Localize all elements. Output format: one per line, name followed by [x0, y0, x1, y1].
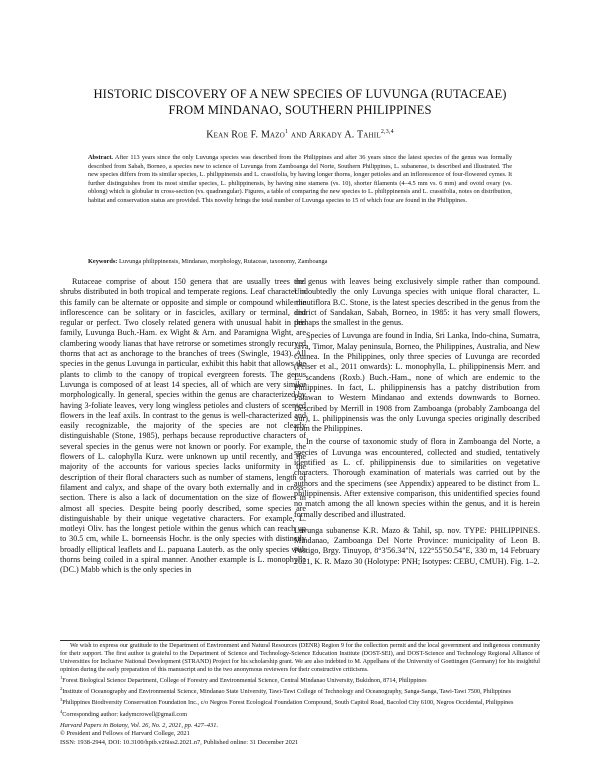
journal-info	[60, 722, 540, 747]
keywords-label: Keywords:	[88, 258, 118, 265]
affiliation-2: $^2$Institute of Oceanography and Environmental Science, Mindanao State University, Tawi-Tawi College of Technology and Oceanography, Sanga-Sanga, Tawi-Tawi 7500, Philippines	[60, 686, 512, 696]
author-1-affiliation: 1	[285, 129, 289, 135]
body-paragraph: the genus with leaves being exclusively simple rather than compound. Undoubtedly the only Luvunga species with unique floral character, L. minutiflora B.C. Stone, is the latest species described in the genus from the district of Sandakan, Sabah, Borneo, in 1985: it has very small flowers, perhaps the smallest in the genus.	[294, 277, 540, 328]
author-2-affiliation: 2,3,4	[380, 129, 394, 135]
body-paragraph: In the course of taxonomic study of flora in Zamboanga del Norte, a species of Luvunga was encountered, collected and studied, tentatively identified as L. cf. philippinensis due to similarities on vegetative characters. Thorough examination of materials was carried out by the authors and the specimens (see Appendix) appeared to be distinct from L. philippinensis. After extensive comparison, this unidentified species found no match among the all known species within the genus, and it is herein formally described and illustrated.	[294, 437, 540, 519]
footnote-divider	[60, 640, 540, 641]
title-line-2: FROM MINDANAO, SOUTHERN PHILIPPINES	[168, 103, 432, 117]
body-paragraph: Species of Luvunga are found in India, Sri Lanka, Indo-china, Sumatra, Java, Timor, Malay peninsula, Borneo, the Philippines, Australia, and New Guinea. In the Philippines, only three species of Luvunga are recorded (Pelser et al., 2011 onwards): L. monophylla, L. philippinensis Merr. and L. scandens (Roxb.) Buch.-Ham., none of which are endemic to the Philippines. In fact, L. philippinensis has a patchy distribution from Palawan to Western Mindanao and extends downwards to Borneo. Described by Merrill in 1908 from Zamboanga (probably Zamboanga del Sur), L. philippinensis was the only Luvunga species originally described from the Philippines.	[294, 331, 540, 434]
abstract-label: Abstract.	[88, 154, 114, 161]
body-column-left	[60, 277, 306, 576]
keywords-text: Luvunga philippinensis, Mindanao, morphology, Rutaceae, taxonomy, Zamboanga	[118, 258, 328, 265]
author-1: Kean Roe F. Mazo	[206, 129, 286, 141]
author-line	[60, 129, 540, 140]
abstract	[88, 154, 512, 206]
author-join: and	[290, 129, 307, 141]
copyright: © President and Fellows of Harvard College, 2021	[60, 730, 190, 738]
footnotes	[60, 642, 540, 719]
species-description: Luvunga subanense K.R. Mazo & Tahil, sp. nov. TYPE: PHILIPPINES. Mindanao, Zamboanga Del Norte Province: municipality of Leon B. Postigo, Brgy. Tinuyop, 8°3'56.34"N, 122°55'50.54"E, 330 m, 14 February 2021, K. R. Mazo 30 (Holotype: PNH; Isotypes: CEBU, CMUH). Fig. 1–2.	[294, 525, 540, 566]
affiliation-4: $^4$Corresponding author: kadymcrowell@gmail.com	[60, 708, 188, 718]
body-paragraph: Rutaceae comprise of about 150 genera that are usually trees and shrubs distributed in both tropical and temperate regions. Leaf character in this family can be alternate or opposite and simple or compound while the inflorescence can be solitary or in fascicles, axillary or terminal, and regular or perfect. Two closely related genera with unusual habit in this family, Luvunga Buch.-Ham. ex Wight & Arn. and Paramigna Wight, are clambering woody lianas that have retrorse or sometimes strongly recurved thorns that act as anchorage to the branches of trees (Swingle, 1943). All species in the genus Luvunga in particular, exhibit this habit that allows the plants to climb to the canopy of tropical evergreen forests. The genus Luvunga is composed of at least 14 species, all of which are very similar morphologically. In general, species within the genus are characterized by having 3-foliate leaves, very long wingless petioles and clusters of scented flowers in the leaf axils. In contrast to the genus is well-characterized and easily recognizable, the majority of the species are not clearly distinguishable (Stone, 1985), perhaps because reproductive characters of several species in the genus were not known or poorly. For example, the flowers of L. calophylla Kurz. were unknown up until recently, and the majority of the accounts for various species lacks uniformity in the description of their floral characters such as number of stamens, length of filament and calyx, and shape of the ovary both externally and in cross-section. There is also a lack of documentation on the size of flowers in almost all species. Despite being poorly described, some species are distinguishable by their unique vegetative characters. For example, L. motleyi Oliv. has the longest petiole within the genus which can reach up to 30.5 cm, while L. borneensis Hochr. is the only species with distinctly broadly elliptical leaflets and L. papuana Lauterb. as the only species with thorns being coiled in a spiral manner. Another example is L. monophylla (DC.) Mabb which is the only species in	[60, 277, 306, 575]
affiliation-1: $^1$Forest Biological Science Department, College of Forestry and Environmental Science, Central Mindanao University, Bukidnon, 8714, Philippines	[60, 674, 427, 684]
title-line-1: HISTORIC DISCOVERY OF A NEW SPECIES OF LUVUNGA (RUTACEAE)	[93, 87, 507, 101]
affiliation-3: $^3$Philippines Biodiversity Conservation Foundation Inc., c/o Negros Forest Ecological Foundation Compound, South Capitol Road, Bacolod City 6100, Negros Occidental, Philippines	[60, 697, 514, 707]
issn-doi: ISSN: 1938-2944, DOI: 10.3100/hpib.v26iss2.2021.n7, Published online: 31 December 2021	[60, 738, 299, 746]
keywords	[88, 258, 512, 267]
journal-citation: Harvard Papers in Botany, Vol. 26, No. 2, 2021, pp. 427–431.	[60, 722, 219, 729]
acknowledgement: We wish to express our gratitude to the Department of Environment and Natural Resources (DENR) Region 9 for the collection permit and the local government and indigenous community for their support. The first author is grateful to the Department of Science and Technology-Science Education Institute (DOST-SEI), and DOST-Science and Technology Regional Alliance of Universities for Inclusive National Development (STRAND) Project for his scholarship grant. We are also indebted to M. Appelhans of the University of Goettingen (Germany) for his insightful opinion during the early preparation of this manuscript and to the two anonymous reviewers for their constructive criticisms.	[60, 642, 540, 673]
paper-title	[60, 86, 540, 118]
abstract-text: After 113 years since the only Luvunga species was described from the Philippines and after 36 years since the latest species of the genus was formally described from Sabah, Borneo, a species new to science of Luvunga from Zamboanga del Norte, Southern Philippines, L. subanense, is described and illustrated. The new species differs from its similar species, L. philippinensis and L. crassifolia, by having longer thorns, longer petioles and an inflorescence of four-flowered cymes. It further distinguishes from its most similar species, L. philippinensis, by having nine stamens (vs. 10), shorter filaments (4–4.5 mm vs. 6 mm) and ovoid ovary (vs. oblong) which is globular in cross-section (vs. quadrangular). Figures, a table of comparing the new species to L. philippinensis and L. crassifolia, notes on distribution, habitat and conservation status are provided. This novelty brings the total number of Luvunga species to 15 of which four are found in the Philippines.	[88, 154, 512, 204]
author-2: Arkady A. Tahil	[308, 129, 381, 141]
body-column-right	[294, 277, 540, 567]
